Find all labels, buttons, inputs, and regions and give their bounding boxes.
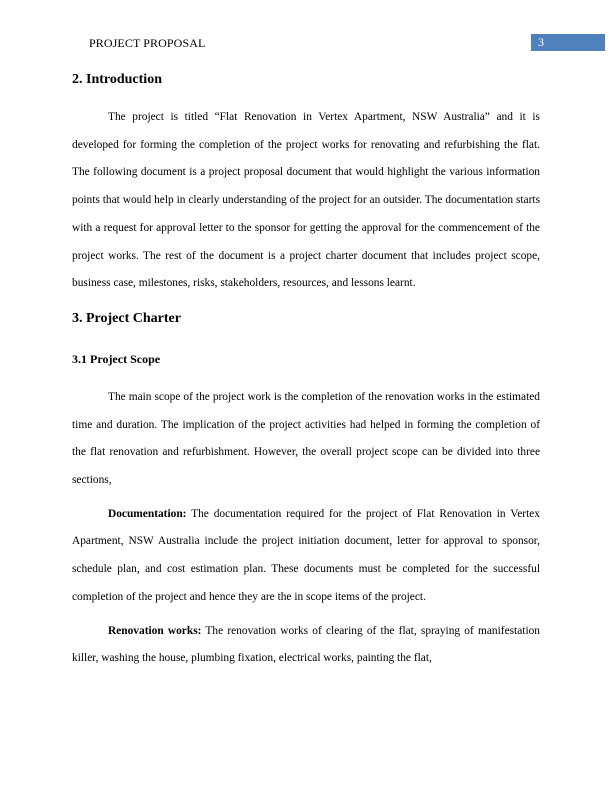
renovation-works-label: Renovation works: (108, 624, 202, 637)
introduction-heading: 2. Introduction (72, 72, 162, 87)
introduction-paragraph: The project is titled “Flat Renovation in Vertex Apartment, NSW Australia” and it is developed for forming the completion of the project works for renovating and refurbishing the flat. The following document is a project proposal document that would highlight the various information points that would help in clearly understanding of the project for an outsider. The documentation starts with a request for approval letter to the sponsor for getting the approval for the commencement of the project works. The rest of the document is a project charter document that includes project scope, business case, milestones, risks, stakeholders, resources, and lessons learnt. (72, 111, 540, 290)
renovation-works-paragraph (72, 618, 540, 673)
page-number-bar (531, 34, 605, 51)
documentation-label: Documentation: (108, 507, 187, 520)
project-scope-paragraph: The main scope of the project work is the completion of the renovation works in the estimated time and duration. The implication of the project activities had helped in forming the completion of the flat renovation and refurbishment. However, the overall project scope can be divided into three sections, (72, 390, 540, 487)
documentation-text: The documentation required for the project of Flat Renovation in Vertex Apartment, NSW Australia include the project initiation document, letter for approval to sponsor, schedule plan, and cost estimation plan. These documents must be completed for the successful completion of the project and hence they are the in scope items of the project. (72, 507, 540, 603)
document-body (72, 64, 540, 673)
project-scope-heading: 3.1 Project Scope (72, 351, 161, 366)
renovation-works-text: The renovation works of clearing of the flat, spraying of manifestation killer, washing the house, plumbing fixation, electrical works, painting the flat, (72, 624, 540, 665)
project-charter-heading: 3. Project Charter (72, 310, 181, 326)
documentation-paragraph (72, 501, 540, 612)
page-number: 3 (538, 35, 544, 49)
header-title: PROJECT PROPOSAL (89, 36, 206, 50)
